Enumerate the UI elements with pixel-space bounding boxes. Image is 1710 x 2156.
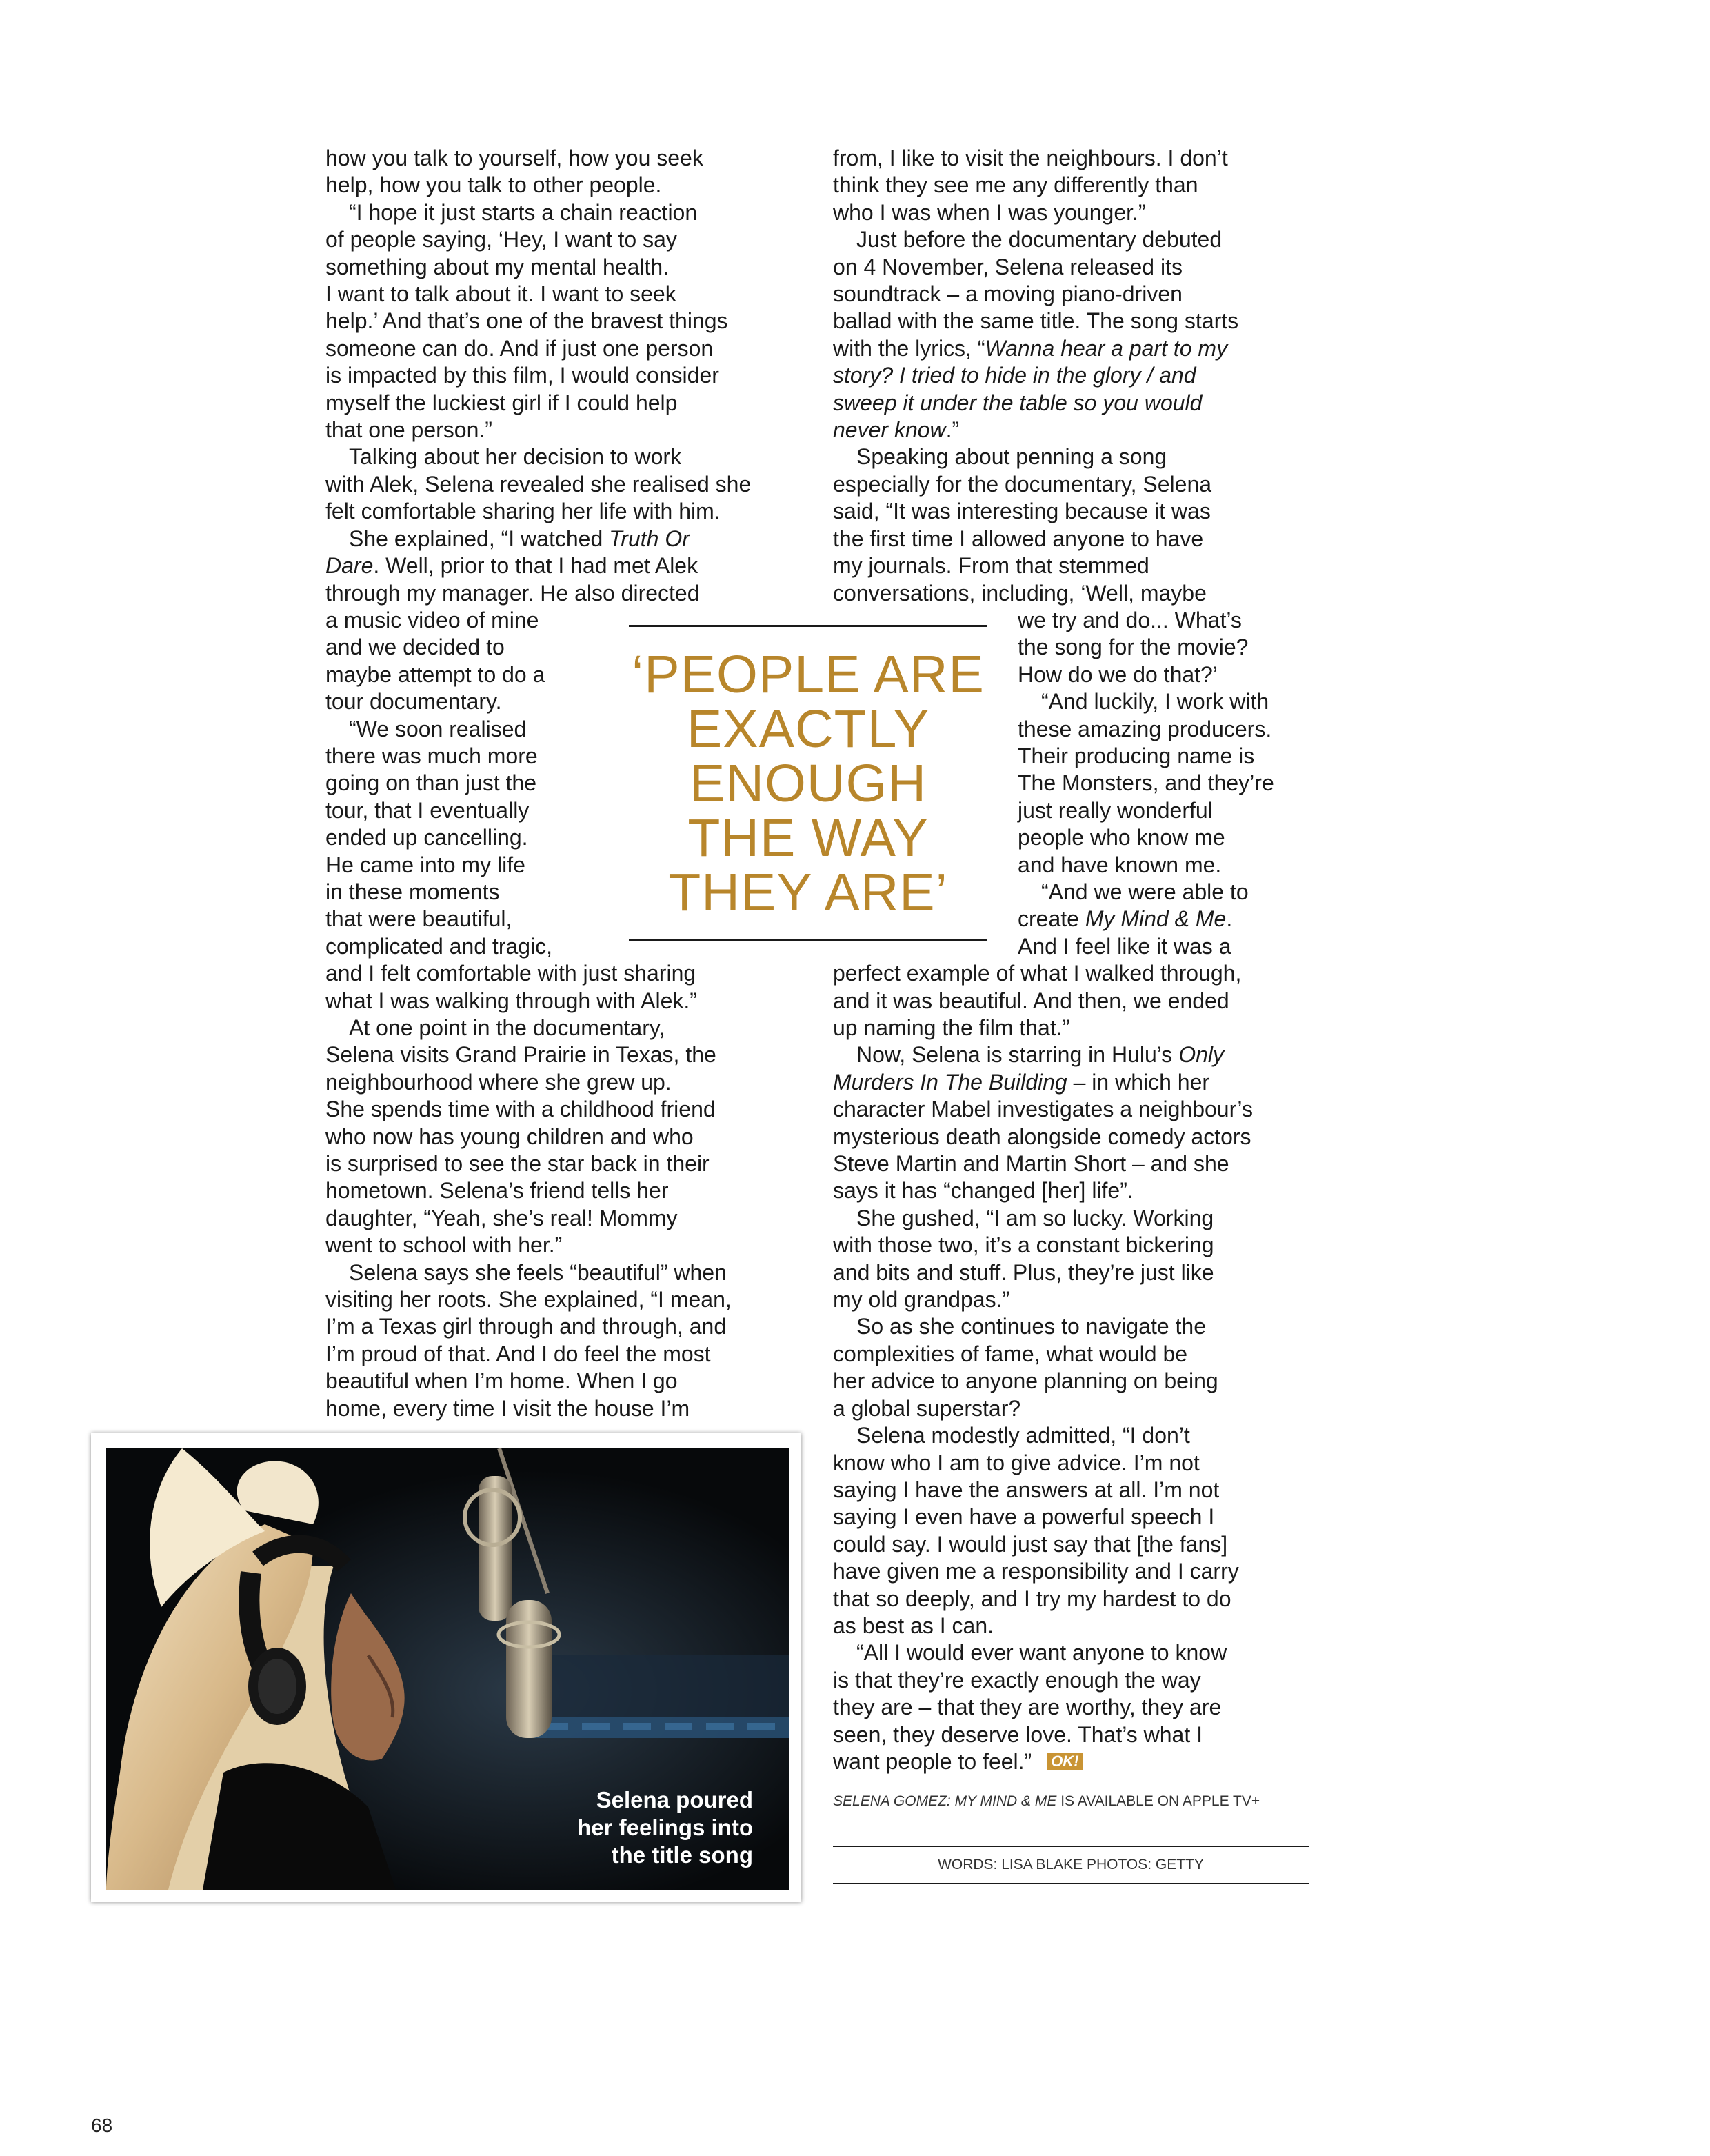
pull-quote-line: ‘PEOPLE ARE xyxy=(632,645,985,704)
text-line: up naming the film that.” xyxy=(833,1015,1070,1040)
text-line: and I felt comfortable with just sharing xyxy=(325,961,696,986)
text-line: we try and do... What’s xyxy=(1018,607,1242,632)
text-line: complexities of fame, what would be xyxy=(833,1341,1188,1366)
text-line: daughter, “Yeah, she’s real! Mommy xyxy=(325,1205,678,1230)
text-line: saying I have the answers at all. I’m not xyxy=(833,1477,1220,1502)
text-wrap-block xyxy=(1018,607,1321,960)
text-line: with the lyrics, “Wanna hear a part to my xyxy=(833,335,1228,361)
caption-line: her feelings into xyxy=(577,1815,753,1840)
text-line: and bits and stuff. Plus, they’re just like xyxy=(833,1259,1214,1285)
text-line: could say. I would just say that [the fans] xyxy=(833,1531,1228,1557)
availability-note: SELENA GOMEZ: MY MIND & ME IS AVAILABLE ON APPLE TV+ xyxy=(833,1793,1260,1809)
text-line: She explained, “I watched Truth Or xyxy=(349,526,690,551)
text-line: Just before the documentary debuted xyxy=(856,227,1223,252)
text-line: in these moments xyxy=(325,879,500,904)
text-line: something about my mental health. xyxy=(325,254,670,279)
text-line: my journals. From that stemmed xyxy=(833,553,1149,579)
text-line: a music video of mine xyxy=(325,607,539,632)
text-line: neighbourhood where she grew up. xyxy=(325,1069,672,1095)
pull-quote xyxy=(629,625,987,941)
text-line: says it has “changed [her] life”. xyxy=(833,1178,1134,1204)
recording-studio-photo xyxy=(106,1448,789,1890)
text-line: going on than just the xyxy=(325,770,537,796)
text-line: saying I even have a powerful speech I xyxy=(833,1504,1215,1530)
text-line: someone can do. And if just one person xyxy=(325,335,714,361)
pull-quote-line: THEY ARE’ xyxy=(668,863,948,922)
text-line: beautiful when I’m home. When I go xyxy=(325,1368,678,1394)
text-line: with Alek, Selena revealed she realised she xyxy=(325,471,752,497)
text-line: “And we were able to xyxy=(1041,879,1249,904)
text-line: Dare. Well, prior to that I had met Alek xyxy=(325,553,698,579)
text-line: myself the luckiest girl if I could help xyxy=(325,390,678,415)
article-column-right xyxy=(833,145,1316,1775)
photo-caption xyxy=(577,1786,753,1869)
text-line: character Mabel investigates a neighbour’s xyxy=(833,1097,1253,1122)
caption-line: the title song xyxy=(611,1842,753,1868)
text-line: conversations, including, ‘Well, maybe xyxy=(833,580,1207,606)
text-line: just really wonderful xyxy=(1018,797,1213,823)
pull-quote-line: THE WAY xyxy=(687,808,929,868)
text-line: “All I would ever want anyone to know xyxy=(856,1640,1227,1666)
text-line: Now, Selena is starring in Hulu’s Only xyxy=(856,1042,1224,1068)
text-line: sweep it under the table so you would xyxy=(833,390,1203,415)
text-line: He came into my life xyxy=(325,852,525,877)
text-line: and have known me. xyxy=(1018,852,1222,877)
text-line: help.’ And that’s one of the bravest things xyxy=(325,308,728,334)
text-line: is surprised to see the star back in their xyxy=(325,1151,710,1177)
text-line: never know.” xyxy=(833,417,960,443)
text-line: with those two, it’s a constant bickering xyxy=(833,1232,1214,1258)
text-line: Speaking about penning a song xyxy=(856,444,1167,470)
text-line: that were beautiful, xyxy=(325,906,512,932)
text-line: ballad with the same title. The song starts xyxy=(833,308,1239,334)
text-line: that one person.” xyxy=(325,417,492,443)
text-line: of people saying, ‘Hey, I want to say xyxy=(325,227,677,252)
photo-frame xyxy=(91,1433,801,1902)
text-line: Selena visits Grand Prairie in Texas, the xyxy=(325,1042,716,1068)
text-line: “I hope it just starts a chain reaction xyxy=(349,199,698,225)
text-line: who now has young children and who xyxy=(325,1124,694,1149)
text-line: I’m a Texas girl through and through, and xyxy=(325,1314,727,1339)
text-line: Selena modestly admitted, “I don’t xyxy=(856,1423,1190,1448)
text-line: perfect example of what I walked through, xyxy=(833,961,1242,986)
caption-line: Selena poured xyxy=(596,1787,753,1813)
text-wrap-block xyxy=(325,607,587,960)
text-line: She spends time with a childhood friend xyxy=(325,1097,716,1122)
text-line: these amazing producers. xyxy=(1018,716,1272,741)
text-line: through my manager. He also directed xyxy=(325,580,700,606)
text-line: is impacted by this film, I would consider xyxy=(325,363,719,388)
text-line: soundtrack – a moving piano-driven xyxy=(833,281,1183,307)
text-line: from, I like to visit the neighbours. I don’t xyxy=(833,146,1228,170)
text-line: How do we do that?’ xyxy=(1018,661,1218,687)
text-line: She gushed, “I am so lucky. Working xyxy=(856,1205,1214,1230)
text-line: a global superstar? xyxy=(833,1395,1021,1421)
text-line: they are – that they are worthy, they are xyxy=(833,1695,1222,1720)
text-line: Talking about her decision to work xyxy=(349,444,682,470)
text-line: Murders In The Building – in which her xyxy=(833,1069,1210,1095)
text-line: hometown. Selena’s friend tells her xyxy=(325,1178,669,1204)
text-line: and it was beautiful. And then, we ended xyxy=(833,988,1229,1013)
text-line: there was much more xyxy=(325,743,538,768)
text-line: on 4 November, Selena released its xyxy=(833,254,1183,279)
text-line: home, every time I visit the house I’m xyxy=(325,1395,690,1421)
text-line: maybe attempt to do a xyxy=(325,661,545,687)
text-line: how you talk to yourself, how you seek xyxy=(325,146,703,170)
text-line: said, “It was interesting because it was xyxy=(833,499,1211,524)
text-line: my old grandpas.” xyxy=(833,1287,1010,1312)
text-line: visiting her roots. She explained, “I mean, xyxy=(325,1287,732,1312)
text-line: mysterious death alongside comedy actors xyxy=(833,1124,1251,1149)
pull-quote-line: ENOUGH xyxy=(690,754,927,813)
text-line: people who know me xyxy=(1018,825,1225,850)
text-line: the first time I allowed anyone to have xyxy=(833,526,1204,551)
ok-logo-badge: OK! xyxy=(1047,1753,1083,1770)
text-line: complicated and tragic, xyxy=(325,933,553,959)
text-line: ended up cancelling. xyxy=(325,825,528,850)
text-line: And I feel like it was a xyxy=(1018,933,1231,959)
text-line: Selena says she feels “beautiful” when xyxy=(349,1259,727,1285)
text-line: seen, they deserve love. That’s what I xyxy=(833,1721,1203,1747)
text-line: is that they’re exactly enough the way xyxy=(833,1667,1201,1693)
text-line: tour, that I eventually xyxy=(325,797,530,823)
page-number: 68 xyxy=(91,2115,113,2136)
text-line: At one point in the documentary, xyxy=(349,1015,665,1040)
text-line: her advice to anyone planning on being xyxy=(833,1368,1218,1394)
text-line: especially for the documentary, Selena xyxy=(833,471,1212,497)
text-line: know who I am to give advice. I’m not xyxy=(833,1450,1200,1475)
text-line: tour documentary. xyxy=(325,689,502,715)
text-line: felt comfortable sharing her life with him. xyxy=(325,499,721,524)
text-line: The Monsters, and they’re xyxy=(1018,770,1274,796)
text-line: “And luckily, I work with xyxy=(1041,689,1269,715)
text-line: help, how you talk to other people. xyxy=(325,172,662,198)
text-line: what I was walking through with Alek.” xyxy=(325,988,697,1013)
text-line: story? I tried to hide in the glory / and xyxy=(833,363,1196,388)
pull-quote-line: EXACTLY xyxy=(686,699,930,759)
text-line: I want to talk about it. I want to seek xyxy=(325,281,676,307)
text-line: I’m proud of that. And I do feel the most xyxy=(325,1341,711,1366)
text-line: So as she continues to navigate the xyxy=(856,1314,1207,1339)
text-line: think they see me any differently than xyxy=(833,172,1198,198)
text-line: the song for the movie? xyxy=(1018,635,1249,660)
text-line: create My Mind & Me. xyxy=(1018,906,1233,932)
text-line: as best as I can. xyxy=(833,1613,994,1638)
text-line: “We soon realised xyxy=(349,716,527,741)
text-line: Steve Martin and Martin Short – and she xyxy=(833,1151,1229,1177)
text-line: and we decided to xyxy=(325,635,505,660)
text-line: went to school with her.” xyxy=(325,1232,563,1258)
text-line: want people to feel.” OK! xyxy=(833,1748,1316,1775)
text-line: Their producing name is xyxy=(1018,743,1255,768)
text-line: have given me a responsibility and I carry xyxy=(833,1559,1239,1584)
text-line: that so deeply, and I try my hardest to do xyxy=(833,1586,1231,1611)
text-line: who I was when I was younger.” xyxy=(833,199,1146,225)
photo-credits: WORDS: LISA BLAKE PHOTOS: GETTY xyxy=(833,1846,1309,1884)
